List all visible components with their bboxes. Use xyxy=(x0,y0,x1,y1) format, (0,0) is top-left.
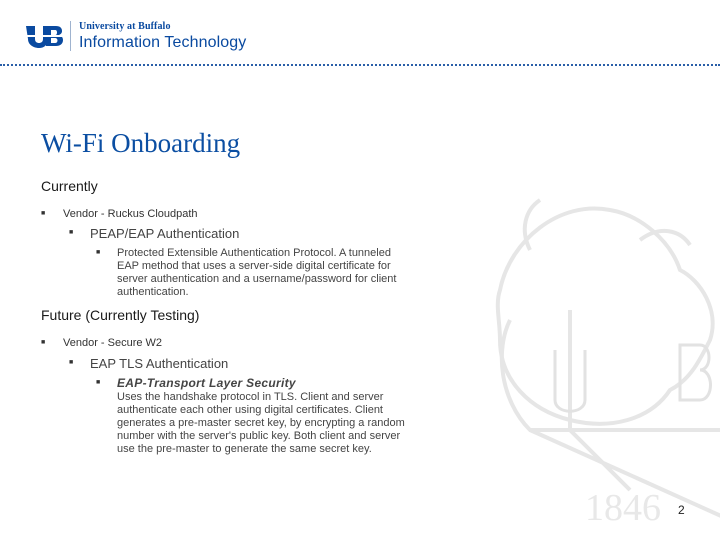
slide-header xyxy=(0,0,720,66)
current-description: Protected Extensible Authentication Protocol. A tunneled EAP method that uses a server-side digital certificate for server authentication and a username/password for client authentication. xyxy=(117,247,397,298)
department-name: Information Technology xyxy=(79,33,247,51)
bullet-square-icon: ■ xyxy=(96,379,101,386)
bullet-square-icon: ■ xyxy=(96,249,101,256)
university-name: University at Buffalo xyxy=(79,20,171,32)
future-method: EAP TLS Authentication xyxy=(90,356,229,371)
future-description: Uses the handshake protocol in TLS. Client and server authenticate each other using digital certificates. Client generates a pre-master secret key, by encrypting a random number with the server's public key. Both client and server use the pre-master to generate the same secret key. xyxy=(117,391,405,455)
bison-seal-watermark xyxy=(470,170,720,540)
current-method: PEAP/EAP Authentication xyxy=(90,226,240,241)
future-vendor: Vendor - Secure W2 xyxy=(63,337,163,349)
section-heading-future: Future (Currently Testing) xyxy=(41,307,200,323)
logo-text xyxy=(79,21,246,52)
page-number: 2 xyxy=(678,503,685,517)
future-protocol-name: EAP-Transport Layer Security xyxy=(117,376,296,390)
logo-divider xyxy=(70,21,71,51)
bullet-square-icon: ■ xyxy=(41,339,46,346)
ub-logo xyxy=(22,16,246,56)
seal-year: 1846 xyxy=(585,487,661,529)
bullet-square-icon: ■ xyxy=(69,359,74,366)
current-vendor: Vendor - Ruckus Cloudpath xyxy=(63,208,198,220)
ub-monogram-icon xyxy=(22,20,64,52)
bullet-square-icon: ■ xyxy=(69,229,74,236)
slide-title: Wi-Fi Onboarding xyxy=(41,128,241,158)
section-heading-current: Currently xyxy=(41,178,98,194)
bullet-square-icon: ■ xyxy=(41,210,46,217)
header-divider xyxy=(0,64,720,66)
